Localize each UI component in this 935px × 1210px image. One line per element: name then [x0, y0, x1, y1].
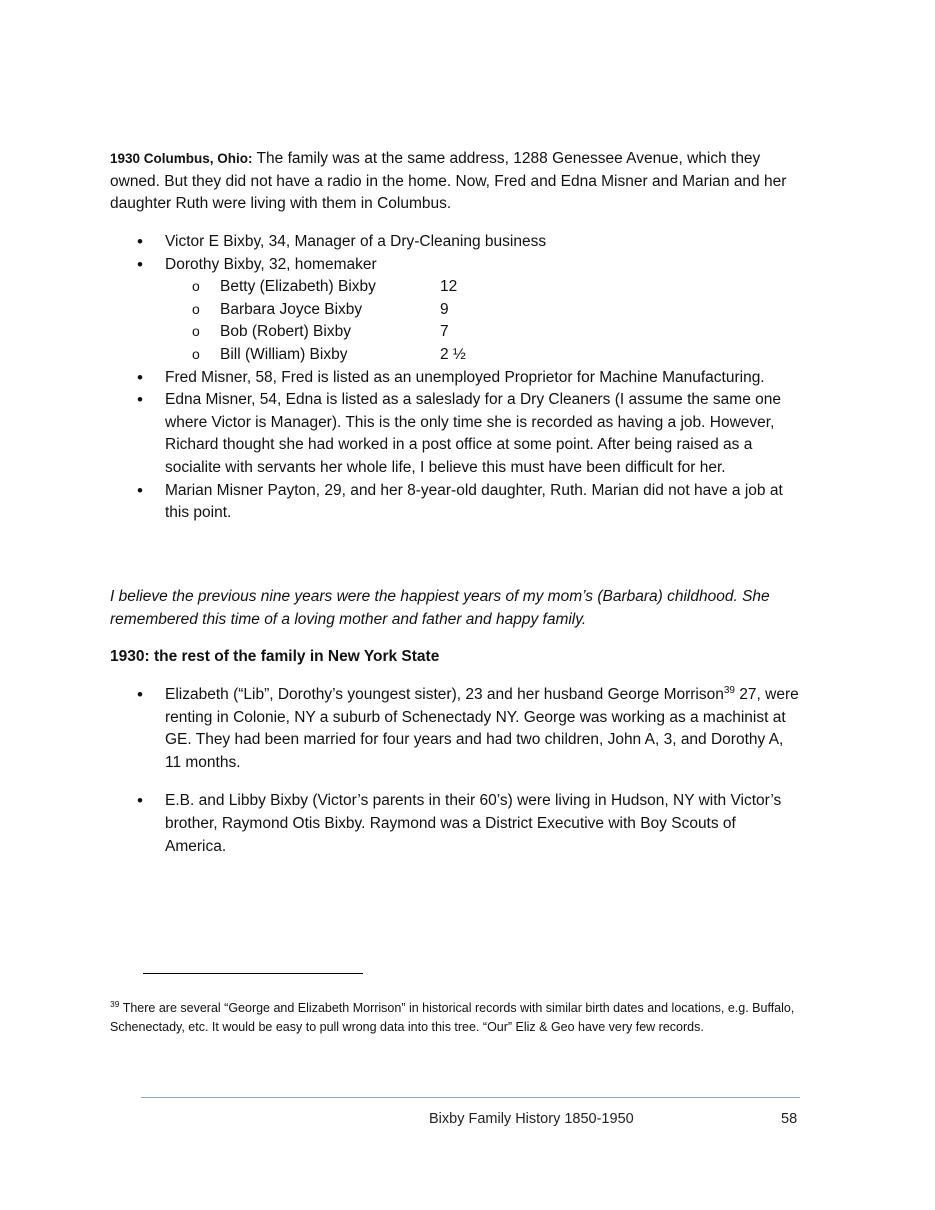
footnote-divider — [143, 973, 363, 974]
child-item — [165, 299, 800, 322]
italic-note: I believe the previous nine years were the happiest years of my mom’s (Barbara) childhood. She remembered this time of a loving mother and father and happy family. — [110, 588, 770, 628]
child-age: 7 — [440, 323, 449, 341]
footnote — [110, 999, 800, 1037]
intro-text: The family was at the same address, 1288 Genessee Avenue, which they owned. But they did not have a radio in the home. Now, Fred and Edna Misner and Marian and her daughter Ruth were living with them in Columbus. — [110, 150, 787, 213]
child-name: Barbara Joyce Bixby — [220, 300, 363, 318]
footnote-text: There are several “George and Elizabeth Morrison” in historical records with similar birth dates and locations, e.g. Buffalo, Schenectady, etc. It would be easy to pull wrong data into this tree. “Our” Eliz & Geo have very few records. — [110, 1001, 795, 1034]
children-list — [165, 276, 800, 366]
footnote-number: 39 — [110, 998, 120, 1009]
page-number: 58 — [781, 1111, 798, 1127]
intro-lead: 1930 Columbus, Ohio: — [110, 151, 253, 166]
child-age: 9 — [440, 300, 449, 318]
footer-title: Bixby Family History 1850-1950 — [429, 1111, 634, 1127]
new-york-list — [110, 684, 800, 858]
child-age: 12 — [440, 278, 458, 296]
footnote-ref[interactable]: 39 — [723, 684, 735, 696]
child-item — [165, 276, 800, 299]
dorothy-text: Dorothy Bixby, 32, homemaker — [165, 255, 377, 273]
list-item-lib — [110, 684, 800, 774]
child-age: 2 ½ — [440, 345, 466, 363]
child-name: Bob (Robert) Bixby — [220, 323, 351, 341]
list-item-parents: • E.B. and Libby Bixby (Victor’s parents in their 60’s) were living in Hudson, NY with Victor’s brother, Raymond Otis Bixby. Raymond was a District Executive with Boy Scouts of America. — [110, 790, 800, 858]
child-item — [165, 344, 800, 367]
lib-text-a: Elizabeth (“Lib”, Dorothy’s youngest sister), 23 and her husband George Morrison — [165, 686, 724, 703]
list-item-edna: • Edna Misner, 54, Edna is listed as a saleslady for a Dry Cleaners (I assume the same one where Victor is Manager). This is the only time she is recorded as having a job. However, Richard thought she had worked in a post office at some point. After being raised as a socialite with servants her whole life, I believe this must have been difficult for her. — [110, 389, 800, 479]
list-item-victor: • Victor E Bixby, 34, Manager of a Dry-Cleaning business — [110, 231, 800, 254]
intro-paragraph — [110, 148, 800, 216]
child-name: Bill (William) Bixby — [220, 345, 348, 363]
footer-divider — [141, 1097, 800, 1098]
child-item — [165, 321, 800, 344]
section-heading: 1930: the rest of the family in New York State — [110, 648, 440, 665]
child-name: Betty (Elizabeth) Bixby — [220, 278, 376, 296]
list-item-fred: • Fred Misner, 58, Fred is listed as an unemployed Proprietor for Machine Manufacturing. — [110, 367, 800, 390]
list-item-marian: • Marian Misner Payton, 29, and her 8-year-old daughter, Ruth. Marian did not have a job at this point. — [110, 480, 800, 525]
household-list — [110, 231, 800, 525]
lib-text-b: 27, were renting in Colonie, NY a suburb of Schenectady NY. George was working as a machinist at GE. They had been married for four years and had two children, John A, 3, and Dorothy A, 11 months. — [165, 686, 799, 771]
list-item-dorothy — [110, 254, 800, 367]
